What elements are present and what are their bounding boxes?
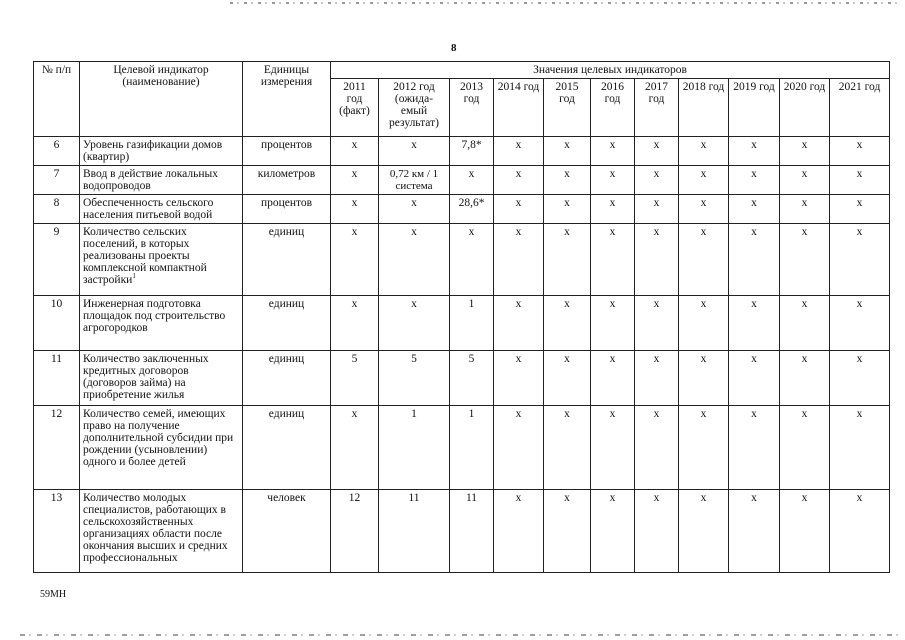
row-indicator-text: Количество семей, имеющих право на получение дополнительной субсидии при рождении (усыновлении) одного и более детей <box>83 408 234 468</box>
row-value: х <box>379 296 450 351</box>
row-indicator-name <box>80 166 243 195</box>
row-num: 10 <box>34 296 80 351</box>
row-value: х <box>494 351 544 406</box>
row-value: х <box>591 296 635 351</box>
row-value: х <box>635 195 679 224</box>
header-year: 2016 год <box>591 79 635 137</box>
header-year: 2017 год <box>635 79 679 137</box>
row-indicator-text: Количество сельских поселений, в которых реализованы проекты комплексной компактной застройки <box>83 226 207 286</box>
row-value: х <box>494 195 544 224</box>
row-value: х <box>780 351 830 406</box>
row-indicator-text: Инженерная подготовка площадок под строительство агрогородков <box>83 298 226 334</box>
footer-code: 59МН <box>40 589 67 600</box>
row-unit: единиц <box>243 296 331 351</box>
row-num: 13 <box>34 490 80 573</box>
header-indicator: Целевой индикатор (наименование) <box>80 62 243 137</box>
row-value: х <box>494 137 544 166</box>
row-value: х <box>830 490 890 573</box>
row-value: х <box>494 166 544 195</box>
header-year: 2013 год <box>450 79 494 137</box>
row-indicator-name <box>80 137 243 166</box>
row-value: х <box>780 137 830 166</box>
header-year: 2011 год (факт) <box>331 79 379 137</box>
row-value: х <box>780 296 830 351</box>
row-value: х <box>591 406 635 490</box>
row-value: х <box>729 224 780 296</box>
table-row <box>34 351 890 406</box>
row-value: х <box>780 490 830 573</box>
row-value: х <box>679 406 729 490</box>
row-value: х <box>379 137 450 166</box>
row-value: х <box>331 137 379 166</box>
row-value: х <box>544 195 591 224</box>
table-row <box>34 224 890 296</box>
row-value: х <box>544 137 591 166</box>
row-value: 1 <box>450 296 494 351</box>
row-unit: единиц <box>243 351 331 406</box>
header-year: 2015 год <box>544 79 591 137</box>
row-value: 1 <box>450 406 494 490</box>
header-unit: Единицы измерения <box>243 62 331 137</box>
row-num: 8 <box>34 195 80 224</box>
row-num: 11 <box>34 351 80 406</box>
table-row <box>34 490 890 573</box>
row-indicator-name <box>80 296 243 351</box>
row-indicator-name <box>80 224 243 296</box>
row-value: 5 <box>331 351 379 406</box>
header-num: № п/п <box>34 62 80 137</box>
row-value: х <box>379 224 450 296</box>
row-value: х <box>544 351 591 406</box>
row-value: х <box>635 351 679 406</box>
row-value: х <box>729 406 780 490</box>
row-value: х <box>331 166 379 195</box>
row-value: 7,8* <box>450 137 494 166</box>
row-unit: единиц <box>243 406 331 490</box>
row-value: х <box>544 166 591 195</box>
header-year: 2012 год (ожида-емый результат) <box>379 79 450 137</box>
row-value: 5 <box>379 351 450 406</box>
row-value: х <box>780 224 830 296</box>
row-value: х <box>544 224 591 296</box>
table-row <box>34 195 890 224</box>
row-value: х <box>830 195 890 224</box>
row-value: х <box>635 296 679 351</box>
row-value: х <box>635 406 679 490</box>
row-indicator-name <box>80 406 243 490</box>
row-value: х <box>591 137 635 166</box>
row-value: х <box>830 137 890 166</box>
row-value: 28,6* <box>450 195 494 224</box>
row-value: х <box>729 296 780 351</box>
row-value: х <box>679 351 729 406</box>
row-unit: единиц <box>243 224 331 296</box>
row-value: х <box>729 490 780 573</box>
row-value: х <box>591 195 635 224</box>
row-value: х <box>635 224 679 296</box>
header-year: 2021 год <box>830 79 890 137</box>
header-year: 2018 год <box>679 79 729 137</box>
row-value: х <box>331 406 379 490</box>
page-number: 8 <box>451 42 457 54</box>
row-unit: человек <box>243 490 331 573</box>
table-row <box>34 406 890 490</box>
row-value: 11 <box>450 490 494 573</box>
row-value: х <box>450 224 494 296</box>
header-year: 2019 год <box>729 79 780 137</box>
row-value: х <box>679 296 729 351</box>
row-value: х <box>729 351 780 406</box>
row-value: х <box>635 490 679 573</box>
table-row <box>34 296 890 351</box>
row-value: х <box>591 490 635 573</box>
table-row <box>34 137 890 166</box>
header-row-1 <box>34 62 890 79</box>
row-indicator-text: Уровень газификации домов (квартир) <box>83 139 223 163</box>
indicators-table <box>33 61 890 573</box>
row-value: 0,72 км / 1 система <box>379 166 450 195</box>
row-value: х <box>830 224 890 296</box>
row-value: х <box>830 351 890 406</box>
row-value: х <box>494 490 544 573</box>
row-indicator-name <box>80 195 243 224</box>
row-value: 5 <box>450 351 494 406</box>
scan-artifact-top <box>230 2 900 4</box>
header-year: 2014 год <box>494 79 544 137</box>
row-num: 9 <box>34 224 80 296</box>
row-value: х <box>679 490 729 573</box>
row-value: х <box>729 195 780 224</box>
row-num: 6 <box>34 137 80 166</box>
row-indicator-name <box>80 351 243 406</box>
row-value: х <box>450 166 494 195</box>
row-value: х <box>331 296 379 351</box>
row-value: х <box>494 296 544 351</box>
row-num: 12 <box>34 406 80 490</box>
row-value: х <box>679 224 729 296</box>
row-indicator-text: Обеспеченность сельского населения питьевой водой <box>83 197 214 221</box>
row-value: х <box>635 137 679 166</box>
row-value: х <box>494 224 544 296</box>
row-indicator-name <box>80 490 243 573</box>
row-value: х <box>729 166 780 195</box>
row-value: х <box>331 224 379 296</box>
header-values-group: Значения целевых индикаторов <box>331 62 890 79</box>
row-value: х <box>830 406 890 490</box>
row-value: х <box>544 490 591 573</box>
table-row <box>34 166 890 195</box>
row-unit: километров <box>243 166 331 195</box>
row-value: х <box>591 351 635 406</box>
row-value: х <box>830 166 890 195</box>
row-num: 7 <box>34 166 80 195</box>
row-value: х <box>544 406 591 490</box>
row-value: х <box>544 296 591 351</box>
row-value: х <box>679 137 729 166</box>
row-indicator-text: Количество заключенных кредитных договоров (договоров займа) на приобретение жилья <box>83 353 209 401</box>
row-value: х <box>679 195 729 224</box>
row-value: х <box>494 406 544 490</box>
row-unit: процентов <box>243 137 331 166</box>
row-value: х <box>830 296 890 351</box>
footnote-marker: 1 <box>132 272 136 281</box>
row-value: х <box>331 195 379 224</box>
row-value: х <box>635 166 679 195</box>
row-indicator-text: Ввод в действие локальных водопроводов <box>83 168 218 192</box>
row-indicator-text: Количество молодых специалистов, работающих в сельскохозяйственных организациях области после окончания высших и средних профессиональных <box>83 492 228 564</box>
row-value: х <box>780 406 830 490</box>
row-value: х <box>780 195 830 224</box>
row-value: х <box>679 166 729 195</box>
row-value: х <box>379 195 450 224</box>
row-unit: процентов <box>243 195 331 224</box>
scan-artifact-bottom <box>20 634 900 636</box>
row-value: х <box>591 224 635 296</box>
row-value: 11 <box>379 490 450 573</box>
row-value: х <box>729 137 780 166</box>
row-value: х <box>780 166 830 195</box>
row-value: х <box>591 166 635 195</box>
header-year: 2020 год <box>780 79 830 137</box>
row-value: 1 <box>379 406 450 490</box>
row-value: 12 <box>331 490 379 573</box>
